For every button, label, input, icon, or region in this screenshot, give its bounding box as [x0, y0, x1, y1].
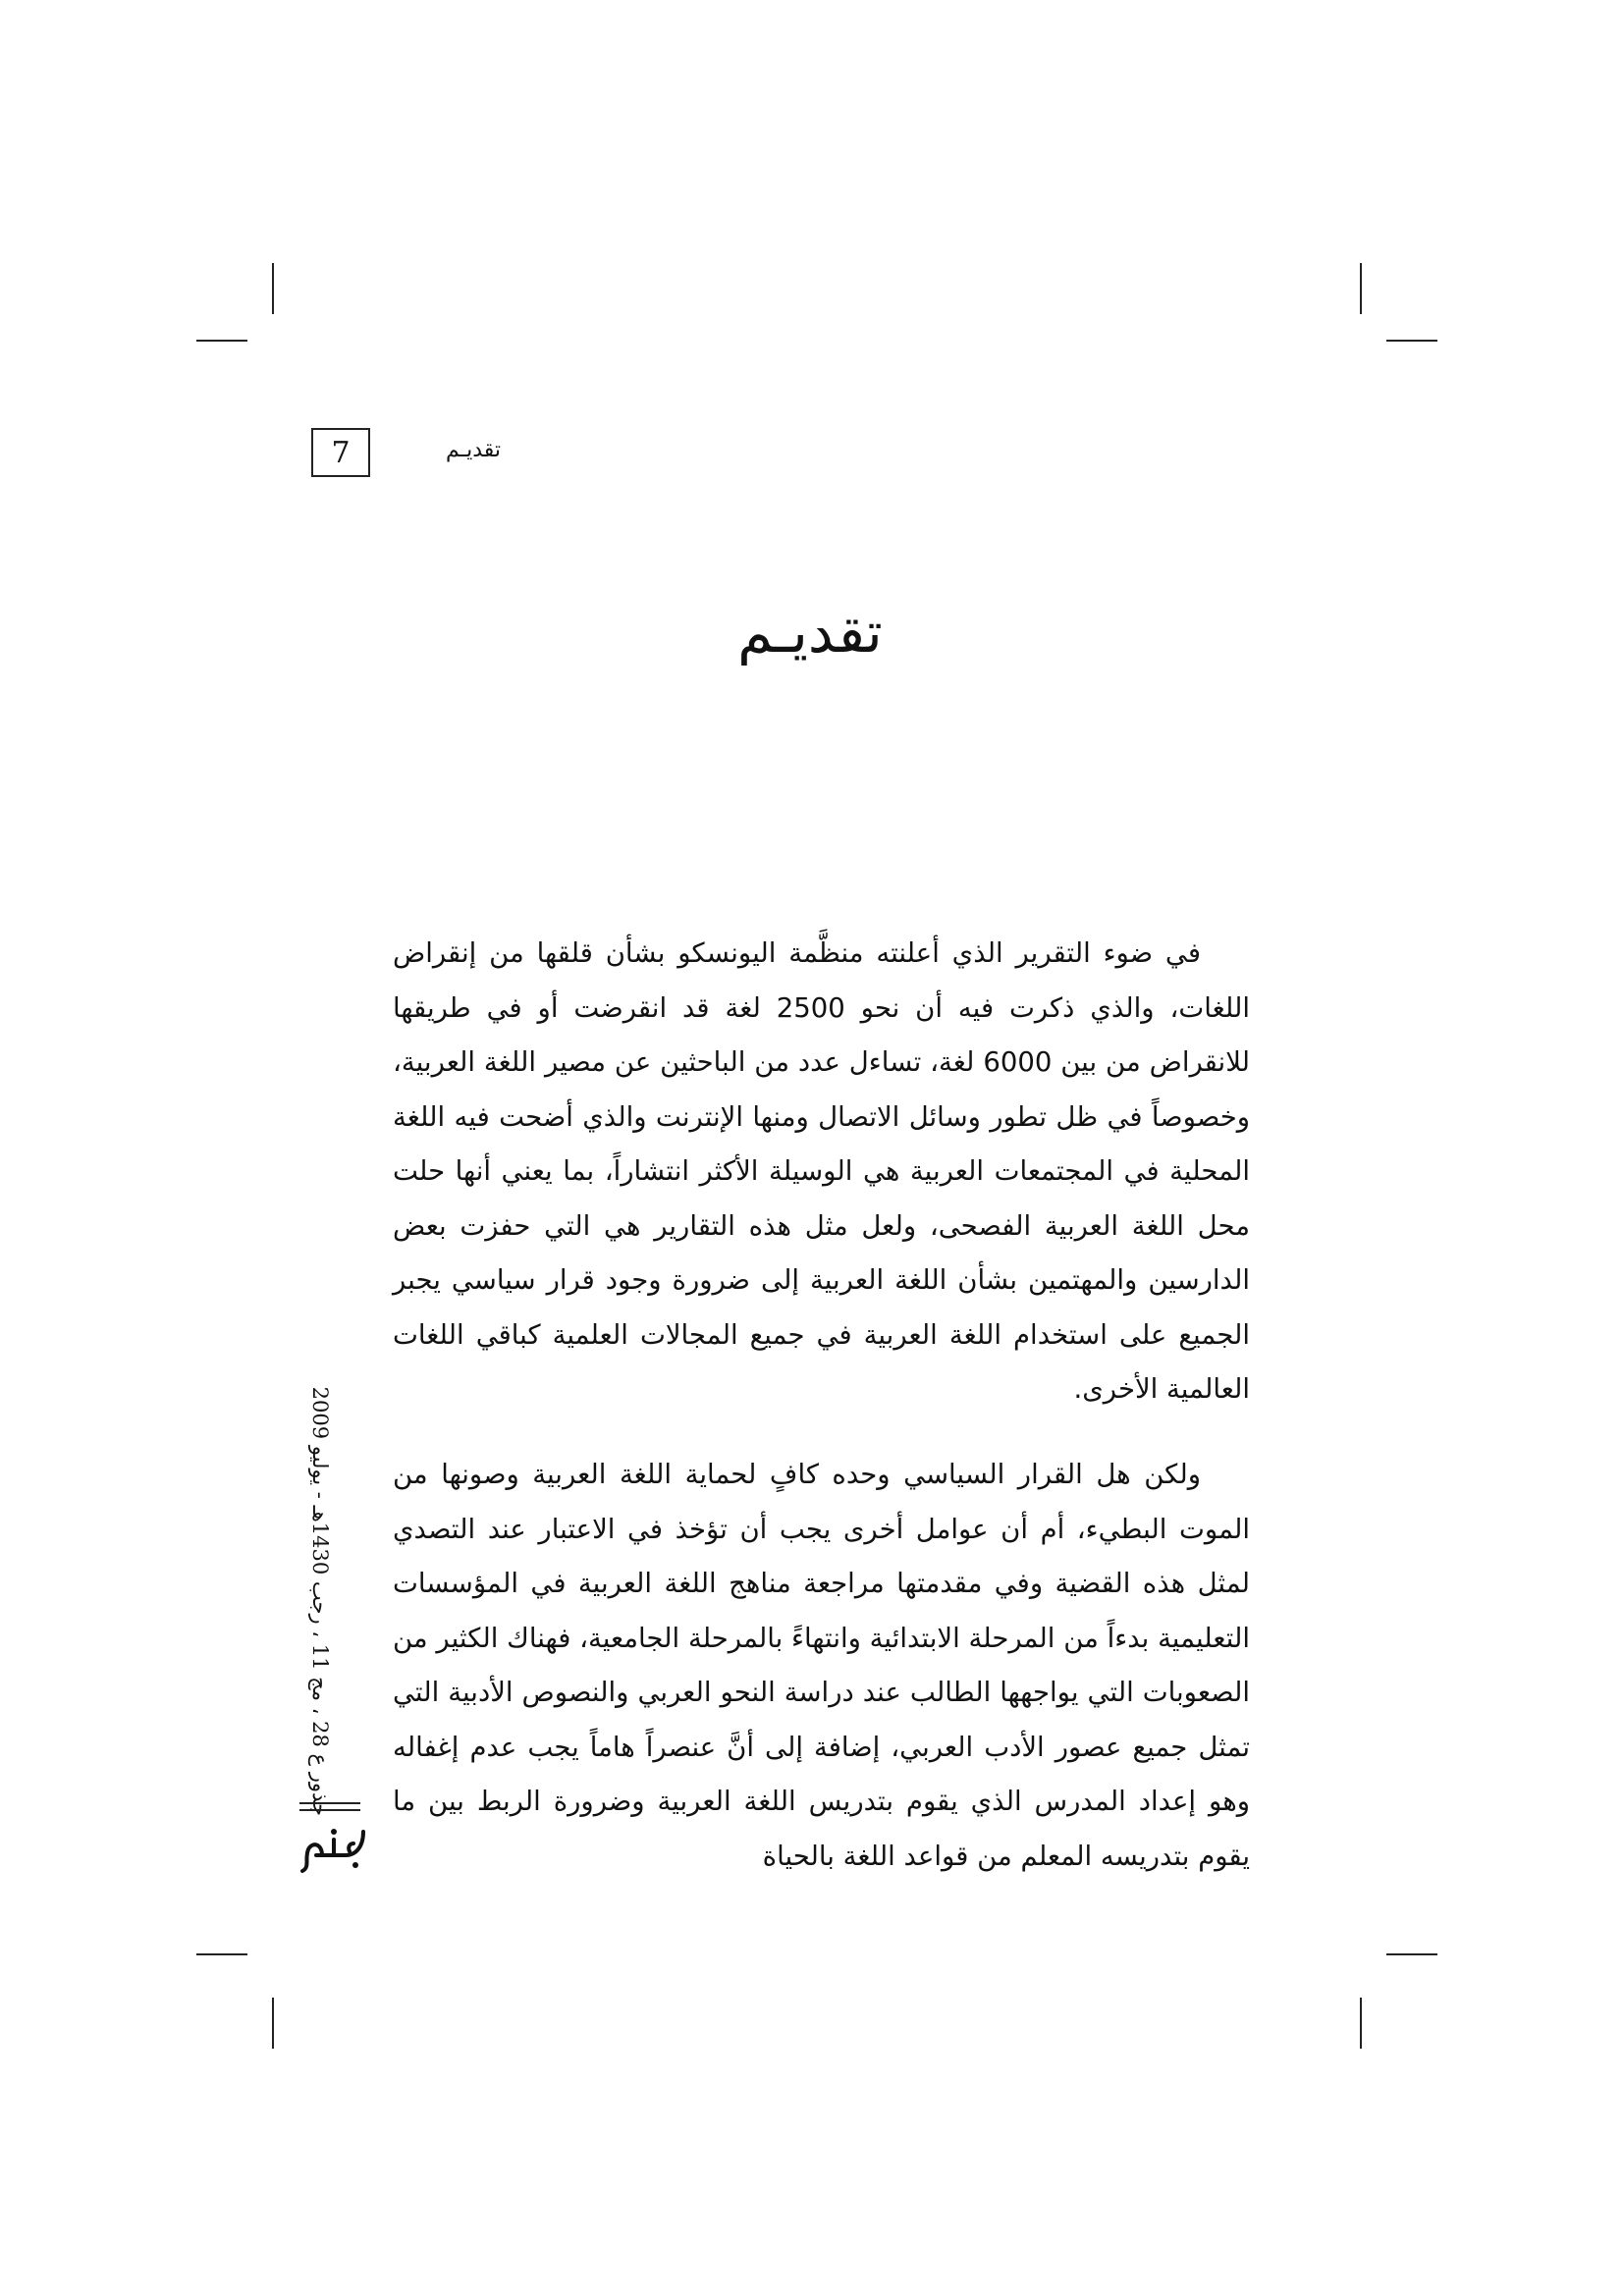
crop-mark-bottom-right-horizontal: [1386, 1953, 1437, 1955]
crop-mark-bottom-left-horizontal: [196, 1953, 247, 1955]
crop-mark-bottom-left-vertical: [272, 1998, 274, 2049]
body-paragraph-1: في ضوء التقرير الذي أعلنته منظَّمة اليونسكو بشأن قلقها من إنقراض اللغات، والذي ذكرت فيه أن نحو 2500 لغة قد انقرضت أو في طريقها للانقراض من بين 6000 لغة، تساءل عدد من الباحثين عن مصير اللغة العربية، وخصوصاً في ظل تطور وسائل الاتصال ومنها الإنترنت والذي أضحت فيه اللغة المحلية في المجتمعات العربية هي الوسيلة الأكثر انتشاراً، بما يعني أنها حلت محل اللغة العربية الفصحى، ولعل مثل هذه التقارير هي التي حفزت بعض الدارسين والمهتمين بشأن اللغة العربية إلى ضرورة وجود قرار سياسي يجبر الجميع على استخدام اللغة العربية في جميع المجالات العلمية كباقي اللغات العالمية الأخرى.: [393, 937, 1250, 1405]
crop-mark-top-left-vertical: [272, 263, 274, 314]
citation-rule: [299, 1802, 360, 1811]
crop-mark-top-right-horizontal: [1386, 340, 1437, 342]
crop-mark-top-right-vertical: [1360, 263, 1362, 314]
crop-mark-top-left-horizontal: [196, 340, 247, 342]
crop-mark-bottom-right-vertical: [1360, 1998, 1362, 2049]
body-paragraph-2: ولكن هل القرار السياسي وحده كافٍ لحماية اللغة العربية وصونها من الموت البطيء، أم أن عوامل أخرى يجب أن تؤخذ في الاعتبار عند التصدي لمثل هذه القضية وفي مقدمتها مراجعة مناهج اللغة العربية في المؤسسات التعليمية بدءاً من المرحلة الابتدائية وانتهاءً بالمرحلة الجامعية، فهناك الكثير من الصعوبات التي يواجهها الطالب عند دراسة النحو العربي والنصوص الأدبية التي تمثل جميع عصور الأدب العربي، إضافة إلى أنَّ عنصراً هاماً يجب عدم إغفاله وهو إعداد المدرس الذي يقوم بتدريس اللغة العربية وضرورة الربط بين ما يقوم بتدريسه المعلم من قواعد اللغة بالحياة: [393, 1459, 1250, 1872]
journal-logo: [295, 1814, 373, 1873]
logo-dot: [352, 1862, 358, 1868]
journal-citation-text: جذور ع 28 ، مج 11 ، رجب 1430هـ - يوليو 2009: [308, 1386, 332, 1816]
running-header: تقديـم: [445, 438, 501, 462]
logo-dot: [331, 1829, 337, 1835]
page-number: 7: [311, 428, 370, 477]
chapter-title: تقديـم: [737, 599, 883, 666]
